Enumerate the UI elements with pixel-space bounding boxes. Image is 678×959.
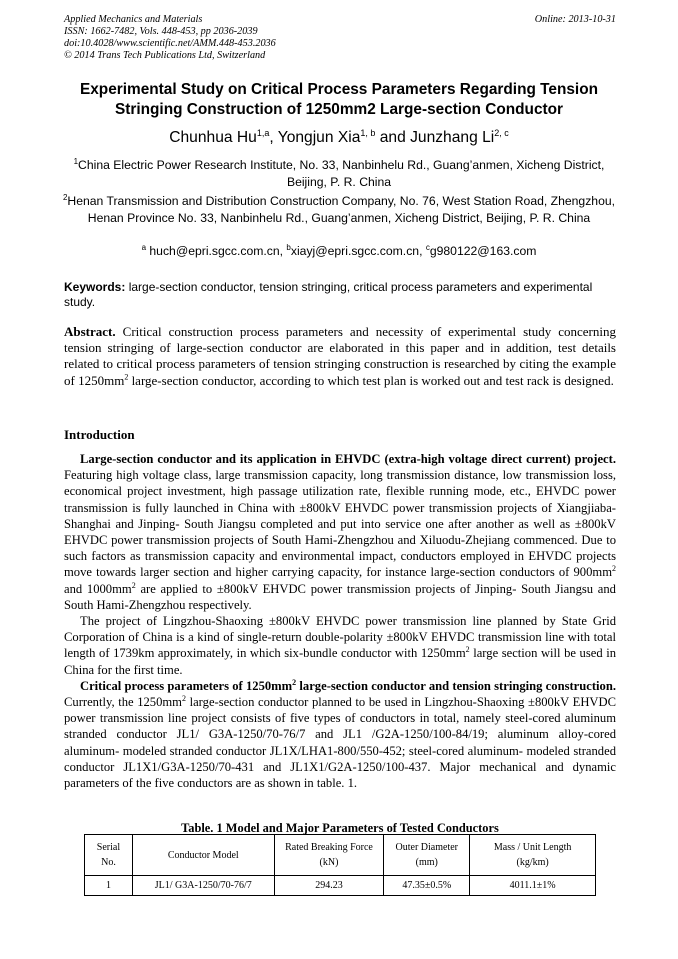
email-3: g980122@163.com bbox=[429, 244, 537, 258]
paragraph-1 bbox=[64, 451, 616, 613]
introduction-body bbox=[64, 451, 616, 791]
header-mass-line-2: (kg/km) bbox=[516, 857, 549, 868]
journal-header bbox=[64, 14, 616, 62]
paragraph-1-sup-1: 2 bbox=[612, 564, 616, 574]
affiliation-2-text: Henan Transmission and Distribution Construction Company, No. 76, West Station Road, Zhengzhou, Henan Province No. 33, Nanbinhelu Rd., Guang’anmen, Xicheng District, Beijing, P. R. China bbox=[67, 194, 616, 225]
email-b-sup: b bbox=[286, 242, 291, 252]
header-outer-diameter-line-1: Outer Diameter bbox=[395, 842, 459, 853]
header-mass bbox=[470, 835, 596, 876]
paragraph-2-text-2: large section will be used in China for the first time. bbox=[64, 646, 617, 677]
abstract-label: Abstract. bbox=[64, 324, 116, 339]
table-header-row bbox=[85, 835, 596, 876]
paragraph-3-sup: 2 bbox=[181, 693, 186, 703]
cell-breaking-force: 294.23 bbox=[274, 876, 384, 896]
keywords bbox=[64, 280, 616, 310]
doi-line: doi:10.4028/www.scientific.net/AMM.448-453.2036 bbox=[64, 38, 276, 49]
email-1: huch@epri.sgcc.com.cn, bbox=[146, 244, 287, 258]
abstract-text-1: Critical construction process parameters and necessity of experimental study concerning tension stringing of large-section conductor are elaborated in this paper and in addition, test details related to critical process parameters of tension stringing construction is researched by citing the example of 1250mm bbox=[64, 324, 616, 388]
paragraph-3-heading bbox=[80, 679, 616, 693]
cell-mass: 4011.1±1% bbox=[470, 876, 596, 896]
author-2: Yongjun Xia bbox=[277, 129, 361, 146]
header-breaking-force-line-1: Rated Breaking Force bbox=[285, 842, 373, 853]
title-line-2: Stringing Construction of 1250mm2 Large-section Conductor bbox=[114, 101, 564, 118]
title-line-1: Experimental Study on Critical Process Parameters Regarding Tension bbox=[79, 81, 599, 98]
keywords-text: large-section conductor, tension stringing, critical process parameters and experimental study. bbox=[64, 280, 593, 309]
abstract-text-2: large-section conductor, according to which test plan is worked out and test rack is designed. bbox=[128, 372, 614, 388]
email-2: xiayj@epri.sgcc.com.cn, bbox=[290, 244, 426, 258]
cell-model: JL1/ G3A-1250/70-76/7 bbox=[132, 876, 274, 896]
paragraph-1-text-3: are applied to ±800kV EHVDC power transmission projects of Jinping- South Jiangsu and South Hami-Zhengzhou respectively. bbox=[64, 581, 616, 612]
email-line bbox=[62, 243, 616, 260]
paragraph-3 bbox=[64, 678, 616, 791]
paragraph-2-text-1: The project of Lingzhou-Shaoxing ±800kV EHVDC power transmission line planned by State Grid Corporation of China is a kind of single-return double-polarity ±800kV EHVDC transmission line with total length of 1739km approximately, in which six-bundle conductor with 1250mm bbox=[64, 614, 616, 661]
cell-serial: 1 bbox=[85, 876, 133, 896]
affiliation-1 bbox=[62, 157, 616, 190]
paragraph-1-text-2: and 1000mm bbox=[64, 581, 132, 596]
introduction-heading: Introduction bbox=[64, 427, 135, 442]
keywords-label: Keywords: bbox=[64, 280, 126, 294]
header-mass-line-1: Mass / Unit Length bbox=[493, 842, 572, 853]
paper-title bbox=[40, 80, 638, 120]
issn-line: ISSN: 1662-7482, Vols. 448-453, pp 2036-2039 bbox=[64, 26, 258, 37]
author-2-sup: 1, b bbox=[360, 127, 376, 138]
header-model: Conductor Model bbox=[132, 835, 274, 876]
author-3-sup: 2, c bbox=[494, 127, 509, 138]
paragraph-3-heading-sup: 2 bbox=[292, 677, 297, 687]
online-date: Online: 2013-10-31 bbox=[534, 14, 616, 25]
paragraph-1-sup-2: 2 bbox=[131, 580, 136, 590]
copyright-line: © 2014 Trans Tech Publications Ltd, Switzerland bbox=[64, 50, 266, 61]
abstract bbox=[64, 324, 616, 389]
conductor-table bbox=[84, 834, 596, 896]
header-serial bbox=[85, 835, 133, 876]
header-outer-diameter bbox=[384, 835, 470, 876]
paragraph-3-heading-1: Critical process parameters of 1250mm bbox=[80, 678, 293, 693]
table-caption: Table. 1 Model and Major Parameters of Tested Conductors bbox=[181, 821, 499, 835]
journal-name: Applied Mechanics and Materials bbox=[64, 14, 203, 25]
header-outer-diameter-line-2: (mm) bbox=[415, 857, 438, 868]
paragraph-1-heading: Large-section conductor and its application in EHVDC (extra-high voltage direct current) project. bbox=[80, 452, 616, 466]
author-sep-2: and bbox=[375, 129, 411, 146]
paragraph-2-sup: 2 bbox=[465, 645, 470, 655]
author-1-sup: 1,a bbox=[256, 127, 270, 138]
paragraph-3-text-2: large-section conductor planned to be used in Lingzhou-Shaoxing ±800kV EHVDC power transmission line project consists of five types of conductors in total, namely steel-cored aluminum stranded conductor JL1/ G3A-1250/70-76/7 and JL1 /G2A-1250/100-84/19; aluminum alloy-cored aluminum- modeled stranded conductor JL1X/LHA1-800/550-452; steel-cored aluminum- modeled stranded conductor JL1X1/G3A-1250/70-431 and JL1X1/G2A-1250/100-437. Major mechanical and dynamic parameters of the five conductors are as shown in table. 1. bbox=[64, 695, 616, 791]
header-serial-line-2: No. bbox=[101, 857, 116, 868]
affiliation-1-text: China Electric Power Research Institute, No. 33, Nanbinhelu Rd., Guang’anmen, Xicheng District, Beijing, P. R. China bbox=[78, 158, 605, 189]
email-c-sup: c bbox=[425, 242, 430, 252]
author-3: Junzhang Li bbox=[410, 129, 495, 146]
paragraph-1-text-1: Featuring high voltage class, large transmission capacity, long transmission distance, low transmission loss, economical project investment, high passage utilization rate, flexible running mode, etc., EHVDC power transmission is fully launched in China with ±800kV EHVDC power transmission projects of Xiangjiaba-Shanghai and Jinping- South Jiangsu completed and put into service one after another as well as ±800kV EHVDC power transmission projects of South Hami-Zhengzhou and Xiluodu-Zhejiang commenced. Due to such factors as transmission capacity and environmental impact, conductors employed in EHVDC projects move towards larger section and higher carrying capacity, for instance large-section conductors of 900mm bbox=[64, 468, 616, 580]
email-a-sup: a bbox=[141, 242, 147, 252]
header-breaking-force-line-2: (kN) bbox=[319, 857, 339, 868]
affiliation-2-num: 2 bbox=[62, 192, 68, 202]
paragraph-3-text-1: Currently, the 1250mm bbox=[64, 695, 182, 710]
cell-outer-diameter: 47.35±0.5% bbox=[384, 876, 470, 896]
author-1: Chunhua Hu bbox=[169, 129, 257, 146]
author-list bbox=[40, 128, 638, 148]
paragraph-2 bbox=[64, 613, 616, 678]
header-breaking-force bbox=[274, 835, 384, 876]
affiliation-1-num: 1 bbox=[73, 156, 79, 166]
paragraph-3-heading-2: large-section conductor and tension stringing construction. bbox=[296, 678, 616, 693]
table-row bbox=[85, 876, 596, 896]
affiliation-2 bbox=[62, 193, 616, 226]
abstract-sup: 2 bbox=[124, 372, 129, 382]
author-sep-1: , bbox=[269, 129, 278, 146]
header-serial-line-1: Serial bbox=[96, 842, 121, 853]
